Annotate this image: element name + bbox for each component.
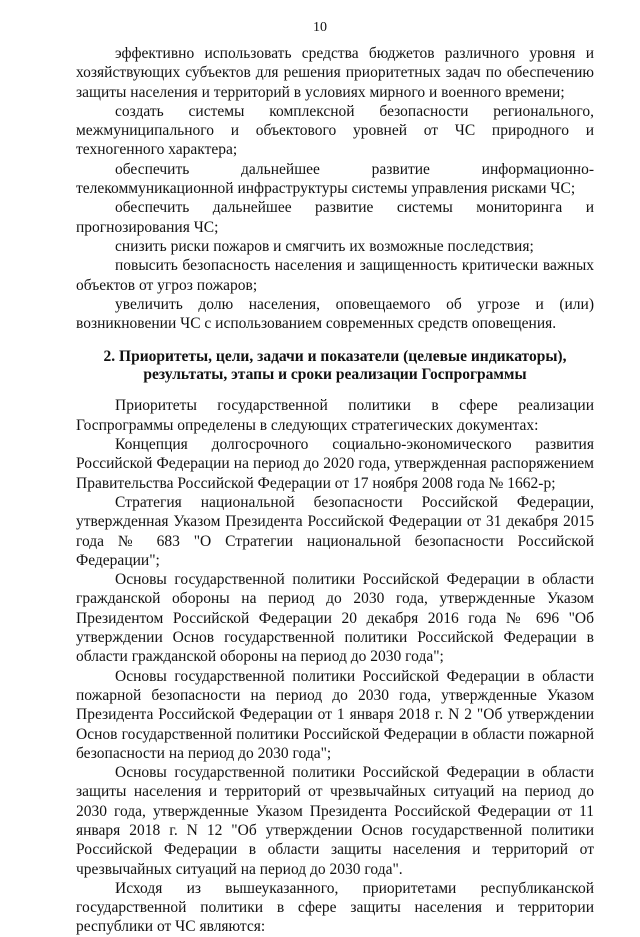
section-paragraph: Основы государственной политики Российской Федерации в области гражданской обороны на период до 2030 года, утвержденные Указом Президентом Российской Федерации 20 декабря 2016 года № 696 "Об утверждении Основ государственной политики Российской Федерации в области гражданской обороны на период до 2030 года"; <box>76 571 594 666</box>
page-number: 10 <box>313 20 327 35</box>
list-item-paragraph: повысить безопасность населения и защищенность критически важных объектов от угроз пожаров; <box>76 257 594 294</box>
section-paragraph: Основы государственной политики Российской Федерации в области пожарной безопасности на период до 2030 года, утвержденные Указом Президента Российской Федерации от 1 января 2018 г. N 2 "Об утверждении Основ государственной политики Российской Федерации в области пожарной безопасности на период до 2030 года"; <box>76 667 594 762</box>
section-heading <box>76 348 594 383</box>
section-paragraph: Концепция долгосрочного социально-экономического развития Российской Федерации на период до 2020 года, утвержденная распоряжением Правительства Российской Федерации от 17 ноября 2008 года № 1662-р; <box>76 436 594 492</box>
document-body <box>76 44 594 937</box>
section-heading-line: 2. Приоритеты, цели, задачи и показатели (целевые индикаторы), <box>103 348 567 366</box>
section-paragraph: Исходя из вышеуказанного, приоритетами республиканской государственной политики в сфере защиты населения и территории республики от ЧС являются: <box>76 879 594 936</box>
list-item-paragraph: обеспечить дальнейшее развитие системы мониторинга и прогнозирования ЧС; <box>76 199 594 236</box>
section-paragraph: Основы государственной политики Российской Федерации в области защиты населения и территорий от чрезвычайных ситуаций на период до 2030 года, утвержденные Указом Президента Российской Федерации от 11 января 2018 г. N 12 "Об утверждении Основ государственной политики Российской Федерации в области защиты населения и территорий от чрезвычайных ситуаций на период до 2030 года". <box>76 764 594 878</box>
section-heading-line: результаты, этапы и сроки реализации Госпрограммы <box>143 365 527 383</box>
list-item-paragraph: эффективно использовать средства бюджетов различного уровня и хозяйствующих субъектов для решения приоритетных задач по обеспечению защиты населения и территорий в условиях мирного и военного времени; <box>76 45 594 101</box>
section-paragraph: Стратегия национальной безопасности Российской Федерации, утвержденная Указом Президента Российской Федерации от 31 декабря 2015 года № 683 "О Стратегии национальной безопасности Российской Федерации"; <box>76 493 594 569</box>
list-item-paragraph: снизить риски пожаров и смягчить их возможные последствия; <box>115 237 534 255</box>
list-item-paragraph: обеспечить дальнейшее развитие информационно-телекоммуникационной инфраструктуры системы управления рисками ЧС; <box>76 160 594 198</box>
list-item-paragraph: увеличить долю населения, оповещаемого об угрозе и (или) возникновении ЧС с использованием современных средств оповещения. <box>76 295 594 333</box>
list-item-paragraph: создать системы комплексной безопасности регионального, межмуниципального и объектового уровней от ЧС природного и техногенного характера; <box>76 102 594 159</box>
section-paragraph: Приоритеты государственной политики в сфере реализации Госпрограммы определены в следующих стратегических документах: <box>76 397 594 434</box>
